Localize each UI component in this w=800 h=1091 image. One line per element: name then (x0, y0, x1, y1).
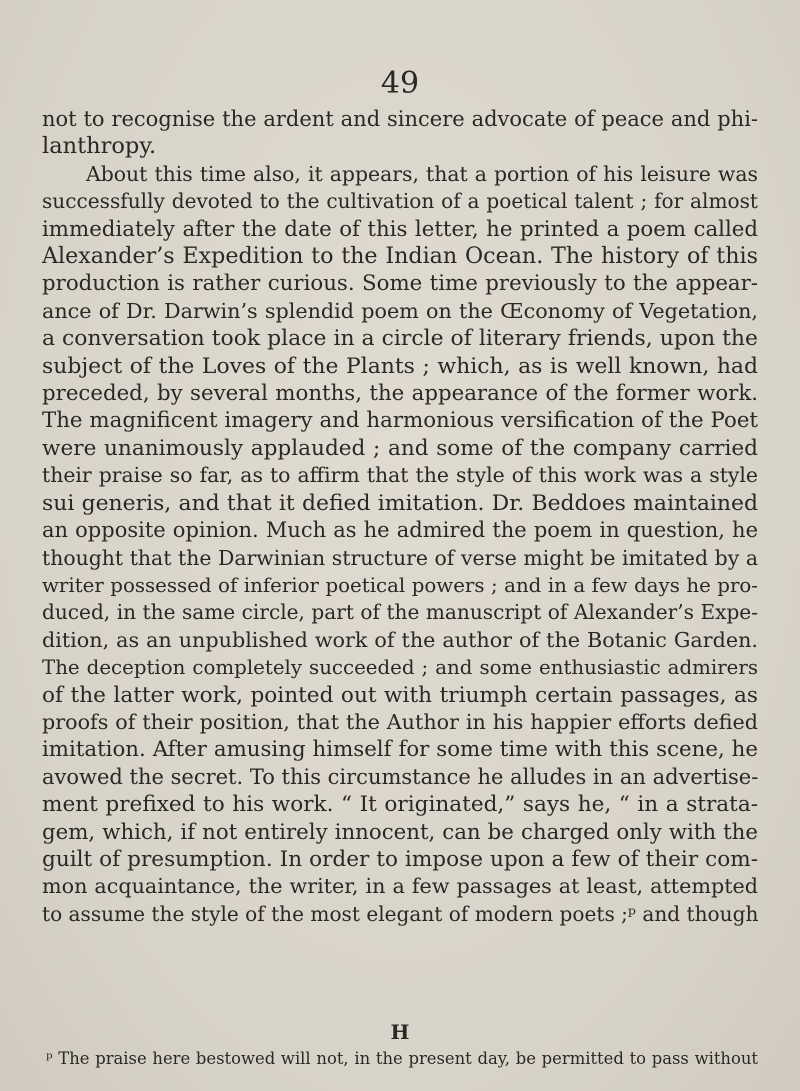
text-line: successfully devoted to the cultivation of a poetical talent ; for almost (42, 189, 758, 214)
text-line: subject of the Loves of the Plants ; which, as is well known, had (42, 353, 758, 379)
text-line: a conversation took place in a circle of literary friends, upon the (42, 326, 758, 352)
text-line: imitation. After amusing himself for some time with this scene, he (42, 737, 758, 763)
text-line: proofs of their position, that the Author in his happier efforts defied (42, 709, 758, 734)
text-line: About this time also, it appears, that a portion of his leisure was (86, 161, 758, 186)
text-line: ance of Dr. Darwin’s splendid poem on the Œconomy of Vegetation, (42, 298, 758, 323)
text-line: thought that the Darwinian structure of verse might be imitated by a (42, 545, 758, 570)
text-line: were unanimously applauded ; and some of the company carried (42, 435, 758, 461)
text-line: ment prefixed to his work. “ It originated,” says he, “ in a strata- (42, 792, 758, 818)
text-line: immediately after the date of this letter, he printed a poem called (42, 216, 758, 242)
text-line: The deception completely succeeded ; and some enthusiastic admirers (42, 656, 758, 680)
text-line: gem, which, if not entirely innocent, can be charged only with the (42, 819, 758, 845)
text-line: mon acquaintance, the writer, in a few passages at least, attempted (42, 874, 758, 899)
page-number: 49 (380, 66, 420, 101)
footnote: ᵖ The praise here bestowed will not, in the present day, be permitted to pass without (46, 1049, 758, 1068)
text-line: guilt of presumption. In order to impose upon a few of their com- (42, 846, 758, 872)
text-line: to assume the style of the most elegant of modern poets ;ᵖ and though (42, 901, 759, 926)
text-line: of the latter work, pointed out with triumph certain passages, as (42, 682, 758, 708)
text-line: preceded, by several months, the appearance of the former work. (42, 381, 758, 407)
text-line: The magnificent imagery and harmonious versification of the Poet (42, 408, 758, 434)
text-line: production is rather curious. Some time previously to the appear- (42, 271, 758, 297)
body-text (42, 106, 758, 928)
text-line: dition, as an unpublished work of the author of the Botanic Garden. (42, 627, 758, 652)
text-line: sui generis, and that it defied imitation. Dr. Beddoes maintained (42, 490, 758, 516)
text-line: their praise so far, as to affirm that the style of this work was a style (42, 463, 758, 488)
text-line: lanthropy. (42, 133, 157, 160)
text-line: duced, in the same circle, part of the manuscript of Alexander’s Expe- (42, 600, 758, 625)
text-line: an opposite opinion. Much as he admired the poem in question, he (42, 518, 758, 543)
text-line: avowed the secret. To this circumstance he alludes in an advertise- (42, 764, 759, 789)
text-line: writer possessed of inferior poetical powers ; and in a few days he pro- (42, 573, 758, 597)
signature-mark: H (390, 1020, 410, 1044)
text-line: not to recognise the ardent and sincere advocate of peace and phi- (42, 107, 758, 131)
text-line: Alexander’s Expedition to the Indian Ocean. The history of this (42, 243, 758, 270)
